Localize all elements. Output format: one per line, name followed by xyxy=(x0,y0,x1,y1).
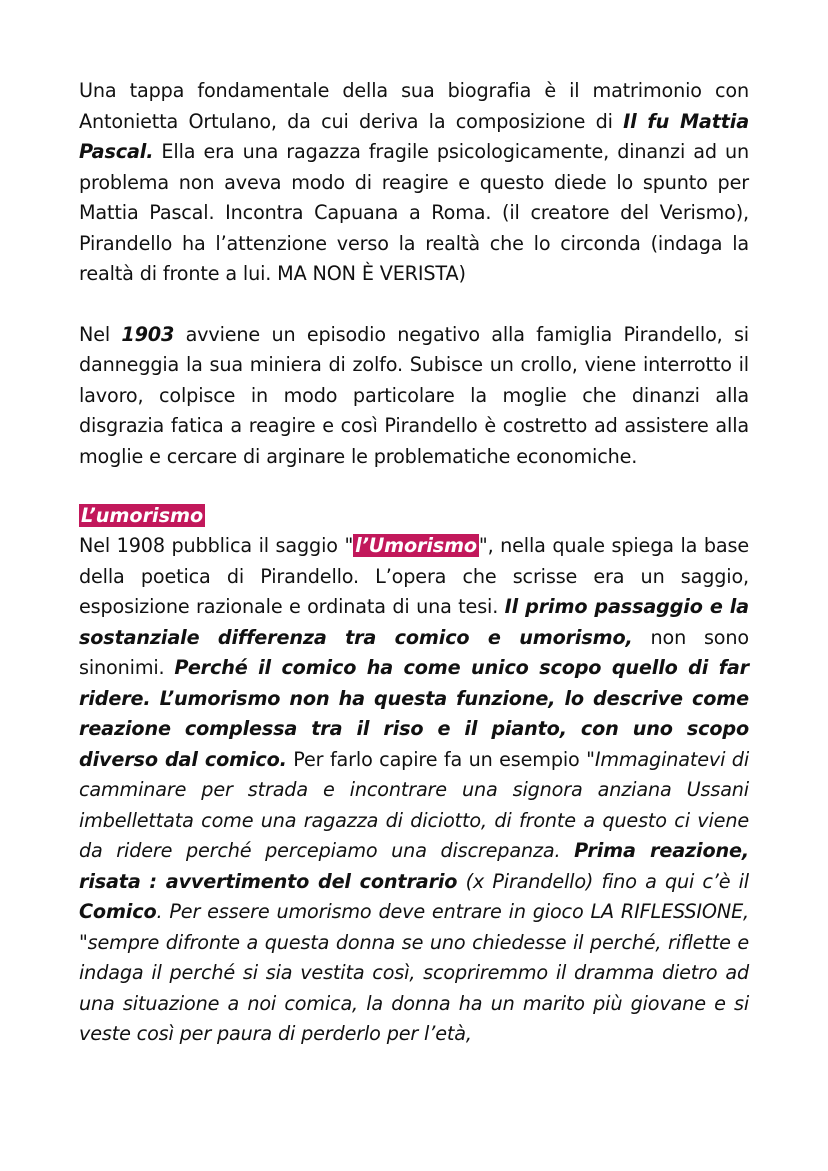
paragraph-text: Nel xyxy=(79,322,122,346)
paragraph-text: Per farlo capire fa un esempio " xyxy=(286,747,595,771)
italic-quote: Immaginatevi di camminare per strada e incontrare una signora anziana Ussani imbellettata come una ragazza di diciotto, di fronte a questo ci viene da ridere perché percepiamo una discrepanza. xyxy=(79,747,750,862)
novel-title: Il fu Mattia Pascal. xyxy=(79,109,749,163)
paragraph-umorismo xyxy=(79,531,749,1050)
paragraph-text: Nel 1908 pubblica il saggio " xyxy=(79,534,354,557)
paragraph-text: avviene un episodio negativo alla famiglia Pirandello, si danneggia la sua miniera di zolfo. Subisce un crollo, viene interrotto il lavoro, colpisce in modo particolare la moglie che dinanzi alla disgrazia fatica a reagire e così Pirandello è costretto ad assistere alla moglie e cercare di arginare le problematiche economiche. xyxy=(79,322,749,468)
section-heading: L’umorismo xyxy=(81,504,204,527)
essay-title-highlight: l’Umorismo xyxy=(355,534,477,557)
bold-emphasis: Perché il comico ha come unico scopo quello di far ridere. L’umorismo non ha questa funzione, lo descrive come reazione complessa tra il riso e il pianto, con uno scopo diverso dal comico. xyxy=(79,656,749,771)
paragraph-text: non sono sinonimi. xyxy=(79,625,750,679)
bold-emphasis: Il primo passaggio e la sostanziale differenza tra comico e umorismo, xyxy=(79,595,749,649)
italic-quote: . Per essere umorismo deve entrare in gioco LA RIFLESSIONE, "sempre difronte a questa donna se uno chiedesse il perché, riflette e indaga il perché si sia vestita così, scopriremmo il dramma dietro ad una situazione a noi comica, la donna ha un marito più giovane e si veste così per paura di perderlo per l’età, xyxy=(79,900,749,1045)
bold-emphasis: Comico xyxy=(79,900,157,923)
paragraph-text: Una tappa fondamentale della sua biografia è il matrimonio con Antonietta Ortulano, da cui deriva la composizione di xyxy=(79,79,749,133)
year-emphasis: 1903 xyxy=(121,322,175,346)
paragraph-marriage xyxy=(79,76,749,290)
section-heading-wrap xyxy=(79,501,749,531)
paragraph-1903 xyxy=(79,320,749,473)
paragraph-text: Ella era una ragazza fragile psicologicamente, dinanzi ad un problema non aveva modo di reagire e questo diede lo spunto per Mattia Pascal. Incontra Capuana a Roma. (il creatore del Verismo), Pirandello ha l’attenzione verso la realtà che lo circonda (indaga la realtà di fronte a lui. MA NON È VERISTA) xyxy=(79,140,749,285)
paragraph-text: ", nella quale spiega la base della poetica di Pirandello. L’opera che scrisse era un saggio, esposizione razionale e ordinata di una tesi. xyxy=(79,534,749,618)
bold-emphasis: Prima reazione, risata : avvertimento del contrario xyxy=(79,839,749,893)
italic-quote: (x Pirandello) fino a qui c’è il xyxy=(457,869,749,893)
